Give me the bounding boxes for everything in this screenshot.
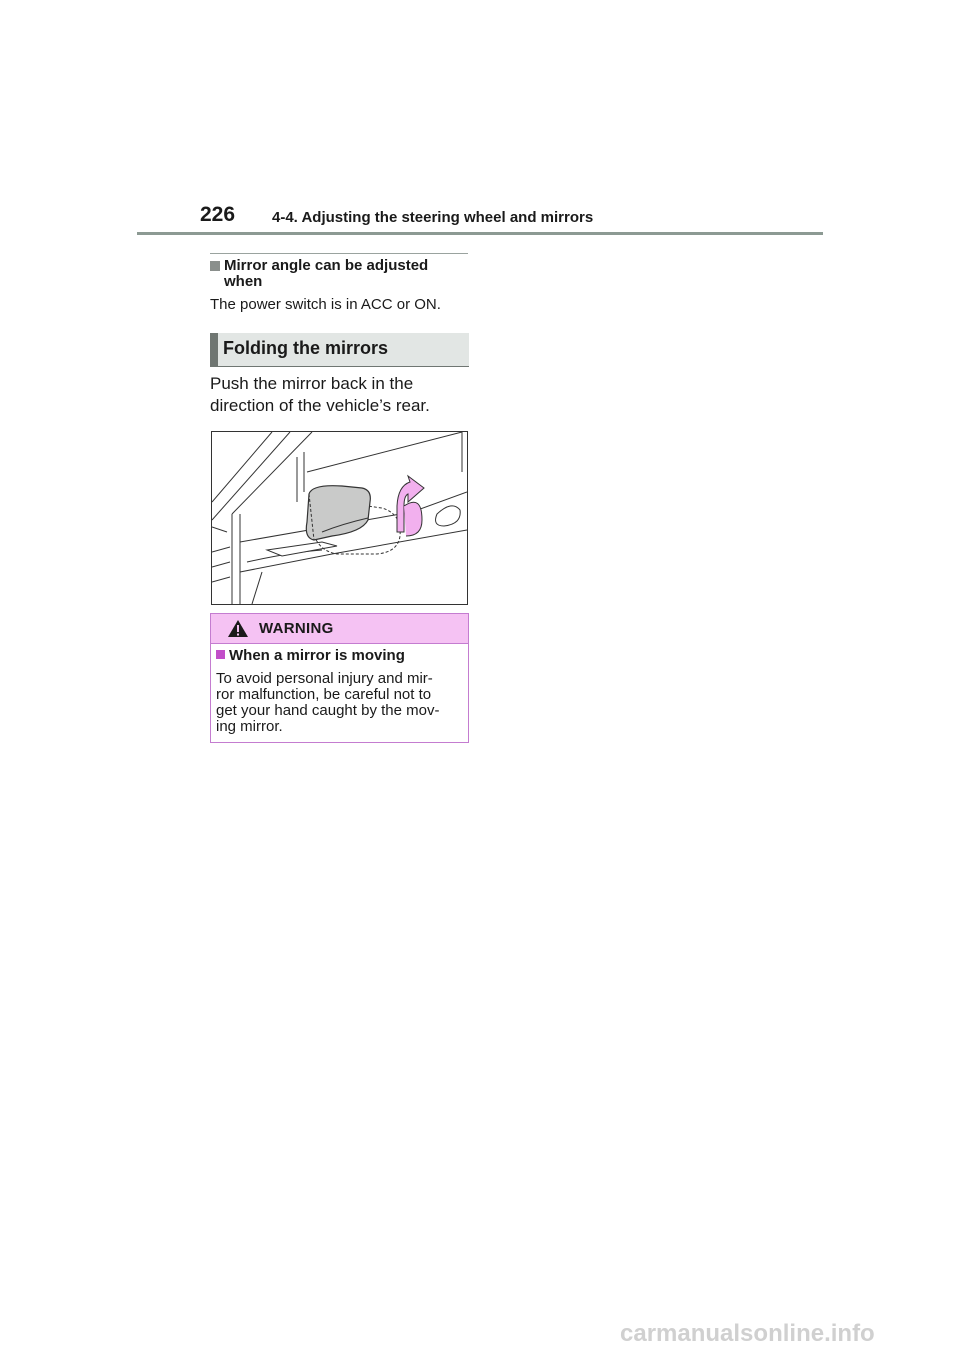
warning-triangle-icon	[227, 619, 249, 638]
folding-instruction-line2: direction of the vehicle’s rear.	[210, 396, 430, 415]
bullet-square-icon	[216, 650, 225, 659]
mirror-fold-drawing	[212, 432, 467, 604]
warning-header	[211, 614, 468, 644]
warning-subheading-text: When a mirror is moving	[229, 647, 405, 664]
header-rule	[137, 232, 823, 235]
folding-section-title: Folding the mirrors	[223, 338, 389, 358]
warning-subheading	[216, 647, 405, 664]
mirror-angle-heading	[210, 258, 468, 290]
folding-instruction	[210, 373, 472, 417]
warning-text-line4: ing mirror.	[216, 718, 283, 735]
folding-section-header	[210, 333, 469, 367]
folding-instruction-line1: Push the mirror back in the	[210, 374, 414, 393]
watermark: carmanualsonline.info	[620, 1320, 875, 1347]
subsection-rule	[210, 253, 468, 254]
mirror-fold-illustration	[211, 431, 468, 605]
section-bar	[210, 333, 218, 366]
mirror-angle-heading-line2: when	[224, 273, 263, 290]
warning-label: WARNING	[259, 620, 334, 637]
warning-text-line1: To avoid personal injury and mir-	[216, 670, 433, 687]
chapter-title: 4-4. Adjusting the steering wheel and mirrors	[272, 209, 594, 226]
warning-text	[216, 671, 466, 735]
bullet-square-icon	[210, 261, 220, 271]
warning-text-line3: get your hand caught by the mov-	[216, 702, 440, 719]
page-number: 226	[200, 203, 236, 226]
warning-box	[210, 613, 469, 743]
mirror-angle-heading-line1: Mirror angle can be adjusted	[224, 257, 429, 274]
warning-text-line2: ror malfunction, be careful not to	[216, 686, 432, 703]
mirror-angle-text: The power switch is in ACC or ON.	[210, 296, 441, 313]
